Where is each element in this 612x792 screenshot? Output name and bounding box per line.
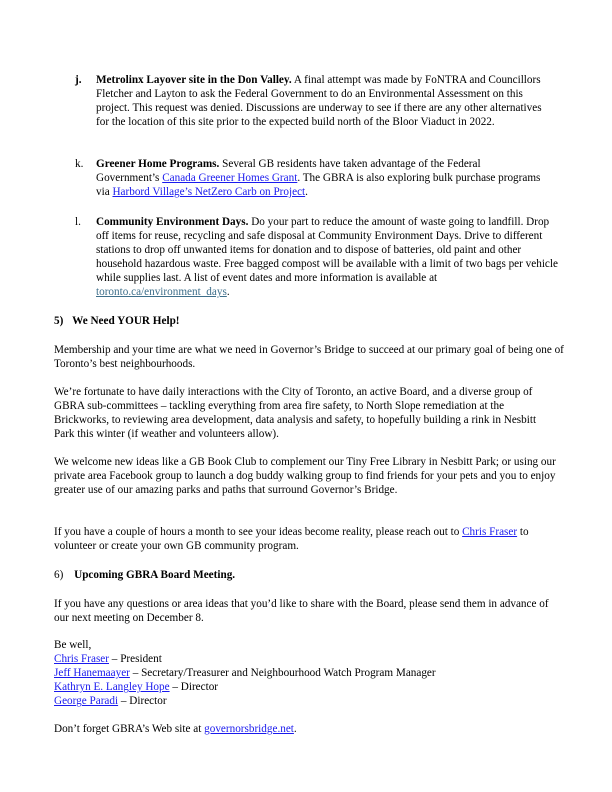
governorsbridge-website-link[interactable]: governorsbridge.net [204, 723, 294, 735]
section-5-number: 5) [54, 315, 64, 327]
section-6-number: 6) [54, 569, 64, 581]
section-5-para-3: We welcome new ideas like a GB Book Club to complement our Tiny Free Library in Nesbitt Park; or using our private area Facebook group to launch a dog buddy walking group to find friends for your pets and you to enjoy greater use of our amazing parks and paths that surround Governor’s Bridge. [54, 456, 556, 497]
section-5-para-4 [54, 525, 554, 553]
item-k-body-1: Several GB residents have taken advantage of the Federal Government’s [96, 158, 481, 185]
signoff-person-george [54, 694, 566, 708]
item-j-title: Metrolinx Layover site in the Don Valley. [96, 74, 292, 86]
person-link-jeff-hanemaayer[interactable]: Jeff Hanemaayer [54, 667, 130, 680]
item-l-body-end: . [226, 286, 230, 299]
toronto-environment-days-link[interactable]: toronto.ca/environment_days [96, 286, 227, 299]
item-j-body: A final attempt was made by FoNTRA and Councillors Fletcher and Layton to ask the Federal Government to do an Environmental Assessment on this project. This request was denied. Discussions are underway to see if there are any other alternatives for the location of this site prior to the expected build north of the Bloor Viaduct in 2022. [96, 74, 542, 129]
section-5-title: We Need YOUR Help! [72, 315, 180, 327]
canada-greener-homes-grant-link[interactable]: Canada Greener Homes Grant [162, 172, 298, 185]
section-5-para-2: We’re fortunate to have daily interactions with the City of Toronto, an active Board, and a diverse group of GBRA sub-committees – tackling everything from area fire safety, to North Slope remediation at the Brickworks, to reviewing area development, data analysis and safety, to hopefully building a rink in Nesbitt Park this winter (if weather and volunteers allow). [54, 386, 537, 441]
signoff-block [54, 638, 566, 708]
footer-text-b: . [293, 723, 297, 735]
footer-text-a: Don’t forget GBRA’s Web site at [54, 723, 202, 735]
harbord-village-netzero-link[interactable]: Harbord Village’s NetZero Carb on Project [112, 186, 306, 199]
item-k-body-3: . [305, 186, 308, 199]
signoff-person-kathryn [54, 680, 566, 694]
section-5-para-1: Membership and your time are what we need in Governor’s Bridge to succeed at our primary goal of being one of Toronto’s best neighbourhoods. [54, 344, 564, 371]
person-role: – Secretary/Treasurer and Neighbourhood Watch Program Manager [132, 667, 436, 680]
section-5-heading [54, 314, 180, 328]
item-k-body-2: . The GBRA is also exploring bulk purchase programs via [96, 172, 541, 199]
section-5-para-4-text-b: to volunteer or create your own GB community program. [54, 526, 529, 553]
person-role: – President [111, 653, 162, 666]
item-k-title: Greener Home Programs. [96, 158, 220, 170]
signoff-greeting: Be well, [54, 639, 92, 651]
person-role: – Director [120, 695, 167, 708]
section-5-para-4-text-a: If you have a couple of hours a month to see your ideas become reality, please reach out to [54, 526, 460, 538]
item-j-marker: j. [75, 74, 82, 86]
item-j-paragraph [96, 73, 544, 129]
person-link-chris-fraser[interactable]: Chris Fraser [54, 653, 109, 666]
signoff-person-jeff [54, 666, 566, 680]
person-link-george-paradi[interactable]: George Paradi [54, 695, 119, 708]
item-l-paragraph [96, 215, 558, 300]
item-l-title: Community Environment Days. [96, 216, 249, 228]
item-l-body: Do your part to reduce the amount of waste going to landfill. Drop off items for reuse, recycling and safe disposal at Community Environment Days. Drive to different stations to drop off unwanted items for donation and to dispose of batteries, old paint and other household hazardous waste. Free bagged compost will be available with a limit of two bags per vehicle while supplies last. A list of event dates and more information is available at [96, 216, 558, 285]
item-k-paragraph [96, 157, 544, 199]
person-link-kathryn-langley-hope[interactable]: Kathryn E. Langley Hope [54, 681, 170, 694]
footer-line [54, 722, 566, 736]
section-6-para-1: If you have any questions or area ideas that you’d like to share with the Board, please send them in advance of our next meeting on December 8. [54, 598, 549, 625]
signoff-person-chris [54, 652, 566, 666]
chris-fraser-contact-link[interactable]: Chris Fraser [462, 526, 518, 538]
item-k-marker: k. [75, 158, 84, 170]
person-role: – Director [172, 681, 219, 694]
section-6-heading [54, 568, 235, 582]
section-6-title: Upcoming GBRA Board Meeting. [74, 569, 236, 581]
item-l-marker: l. [75, 216, 81, 228]
